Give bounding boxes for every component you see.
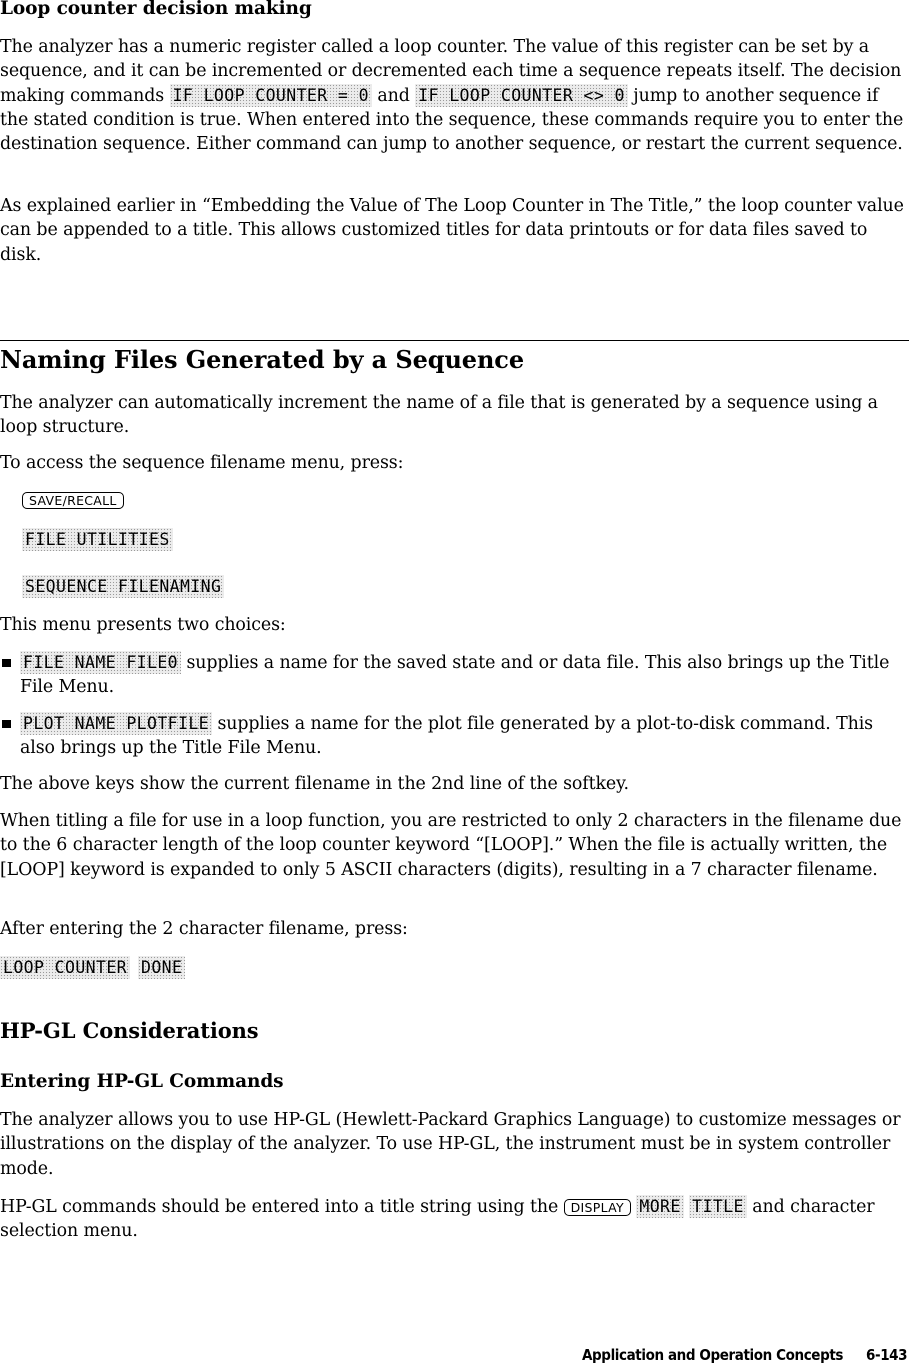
softkey-loop-counter: LOOP COUNTER: [0, 956, 130, 979]
bullet-marker: [2, 659, 11, 667]
softkey-more: MORE: [636, 1195, 683, 1218]
softkey-if-loop-counter-zero: IF LOOP COUNTER = 0: [170, 84, 372, 107]
footer-page-number: 6-143: [866, 1346, 908, 1364]
hardkey-save-recall: SAVE/RECALL: [22, 490, 124, 509]
section-heading-hpgl: HP-GL Considerations: [0, 1018, 259, 1043]
section-heading-loop-counter: Loop counter decision making: [0, 0, 312, 19]
softkey-group-loop-counter-done: [0, 956, 185, 979]
softkey-file-utilities: FILE UTILITIES: [22, 528, 173, 551]
bullet-file-name: FILE NAME FILE0 supplies a name for the saved state and or data file. This also brings up the Title File Menu.: [20, 653, 895, 698]
paragraph-hpgl-intro: The analyzer allows you to use HP-GL (Hewlett-Packard Graphics Language) to customize messages or illustrations on the display of the analyzer. To use HP-GL, the instrument must be in system controller mode.: [0, 1110, 906, 1179]
hardkey-display: DISPLAY: [564, 1199, 631, 1216]
footer-chapter-title: Application and Operation Concepts: [582, 1346, 844, 1364]
paragraph-loop-counter-title: As explained earlier in “Embedding the Value of The Loop Counter in The Title,” the loop counter value can be appended to a title. This allows customized titles for data printouts or for data files saved to disk.: [0, 196, 909, 265]
section-heading-naming-files: Naming Files Generated by a Sequence: [0, 345, 524, 374]
paragraph-loop-filename-limit: When titling a file for use in a loop function, you are restricted to only 2 characters in the filename due to the 6 character length of the loop counter keyword “[LOOP].” When the file is actually written, the [LOOP] keyword is expanded to only 5 ASCII characters (digits), resulting in a 7 character filename.: [0, 811, 907, 880]
softkey-sequence-filenaming: SEQUENCE FILENAMING: [22, 575, 224, 598]
paragraph-after-entering: After entering the 2 character filename, press:: [0, 919, 408, 939]
paragraph-hpgl-title-string: HP-GL commands should be entered into a title string using the DISPLAY MORE TITLE and character selection menu.: [0, 1197, 880, 1242]
subsection-heading-entering-hpgl: Entering HP-GL Commands: [0, 1071, 284, 1092]
bullet-marker: [2, 720, 11, 728]
section-divider: [0, 340, 909, 341]
softkey-file-name: FILE NAME FILE0: [20, 651, 181, 674]
paragraph-softkey-filename: The above keys show the current filename in the 2nd line of the softkey.: [0, 774, 629, 794]
softkey-if-loop-counter-not-zero: IF LOOP COUNTER <> 0: [415, 84, 628, 107]
bullet-plot-name: PLOT NAME PLOTFILE supplies a name for the plot file generated by a plot-to-disk command. This also brings up the Title File Menu.: [20, 714, 879, 759]
paragraph-loop-counter-intro: The analyzer has a numeric register called a loop counter. The value of this register can be set by a sequence, and it can be incremented or decremented each time a sequence repeats itself. The decision making commands IF LOOP COUNTER = 0 and IF LOOP COUNTER <> 0 jump to another sequence if the stated condition is true. When entered into the sequence, these commands require you to enter the destination sequence. Either command can jump to another sequence, or restart the current sequence.: [0, 37, 909, 155]
softkey-plot-name: PLOT NAME PLOTFILE: [20, 712, 212, 735]
softkey-title: TITLE: [689, 1195, 747, 1218]
paragraph-access-menu: To access the sequence filename menu, press:: [0, 453, 404, 473]
softkey-done: DONE: [138, 956, 185, 979]
paragraph-menu-choices: This menu presents two choices:: [0, 615, 286, 635]
paragraph-naming-intro: The analyzer can automatically increment the name of a file that is generated by a sequence using a loop structure.: [0, 393, 884, 438]
